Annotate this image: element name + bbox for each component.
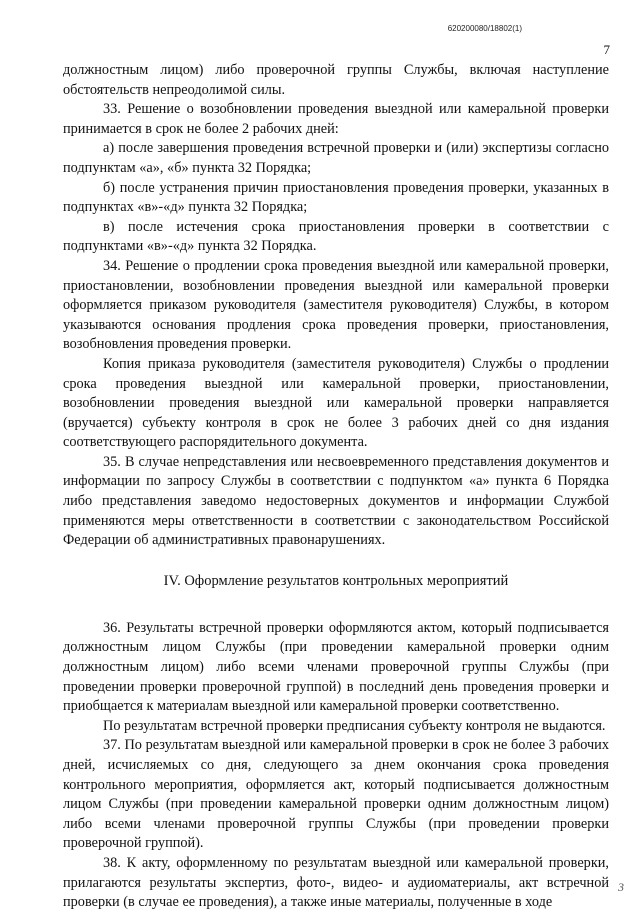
paragraph: б) после устранения причин приостановления проведения проверки, указанных в подпунктах «в»-«д» пункта 32 Порядка; xyxy=(63,179,609,216)
paragraph: 36. Результаты встречной проверки оформляются актом, который подписывается должностным лицом Службы (при проведении камеральной проверки одним должностным лицом) либо всеми членами проверочной группы Службы (при проведении проверки проверочной группой) в последний день проведения проверки и приобщается к материалам выездной или камеральной проверки соответственно. xyxy=(63,619,609,715)
paragraph: 35. В случае непредставления или несвоевременного представления документов и информации по запросу Службы в соответствии с подпунктом «а» пункта 6 Порядка либо представления заведомо недостоверных документов и информации Службой применяются меры ответственности в соответствии с законодательством Российской Федерации об административных правонарушениях. xyxy=(63,453,609,549)
document-body xyxy=(63,61,609,913)
paragraph: 37. По результатам выездной или камеральной проверки в срок не более 3 рабочих дней, исчисляемых со дня, следующего за днем окончания срока проведения контрольного мероприятия, оформляется акт, который подписывается должностным лицом Службы (при проведении камеральной проверки одним должностным лицом) либо всеми членами проверочной группы Службы (при проведении проверки проверочной группой). xyxy=(63,737,609,852)
section-heading: IV. Оформление результатов контрольных мероприятий xyxy=(163,572,509,589)
paragraph: а) после завершения проведения встречной проверки и (или) экспертизы согласно подпунктам «а», «б» пункта 32 Порядка; xyxy=(63,140,609,176)
paragraph: Копия приказа руководителя (заместителя руководителя) Службы о продлении срока проведения выездной или камеральной проверки, приостановлении, возобновлении проведения выездной или камеральной проверки направляется (вручается) субъекту контроля в срок не более 3 рабочих дней со дня издания соответствующего распорядительного документа. xyxy=(63,355,609,451)
document-id: 620200080/18802(1) xyxy=(447,24,522,33)
paragraph: должностным лицом) либо проверочной группы Службы, включая наступление обстоятельств непреодолимой силы. xyxy=(63,62,609,98)
paragraph: 33. Решение о возобновлении проведения выездной или камеральной проверки принимается в срок не более 2 рабочих дней: xyxy=(63,101,609,137)
handwritten-page-mark: 3 xyxy=(618,880,624,894)
paragraph: в) после истечения срока приостановления проверки в соответствии с подпунктами «в»-«д» пункта 32 Порядка. xyxy=(63,218,609,255)
paragraph: 34. Решение о продлении срока проведения выездной или камеральной проверки, приостановлении, возобновлении проведения выездной или камеральной проверки оформляется приказом руководителя (заместителя руководителя) Службы, в котором указываются основания продления срока проведения проверки, приостановления, возобновления проведения проверки. xyxy=(63,257,609,353)
paragraphs-before-heading xyxy=(63,61,609,551)
page-number: 7 xyxy=(603,42,610,57)
paragraph: По результатам встречной проверки предписания субъекту контроля не выдаются. xyxy=(103,717,606,734)
paragraphs-after-heading xyxy=(63,619,609,913)
paragraph: 38. К акту, оформленному по результатам выездной или камеральной проверки, прилагаются результаты экспертиз, фото-, видео- и аудиоматериалы, акт встречной проверки (в случае ее проведения), а также иные материалы, полученные в ходе xyxy=(63,854,609,911)
